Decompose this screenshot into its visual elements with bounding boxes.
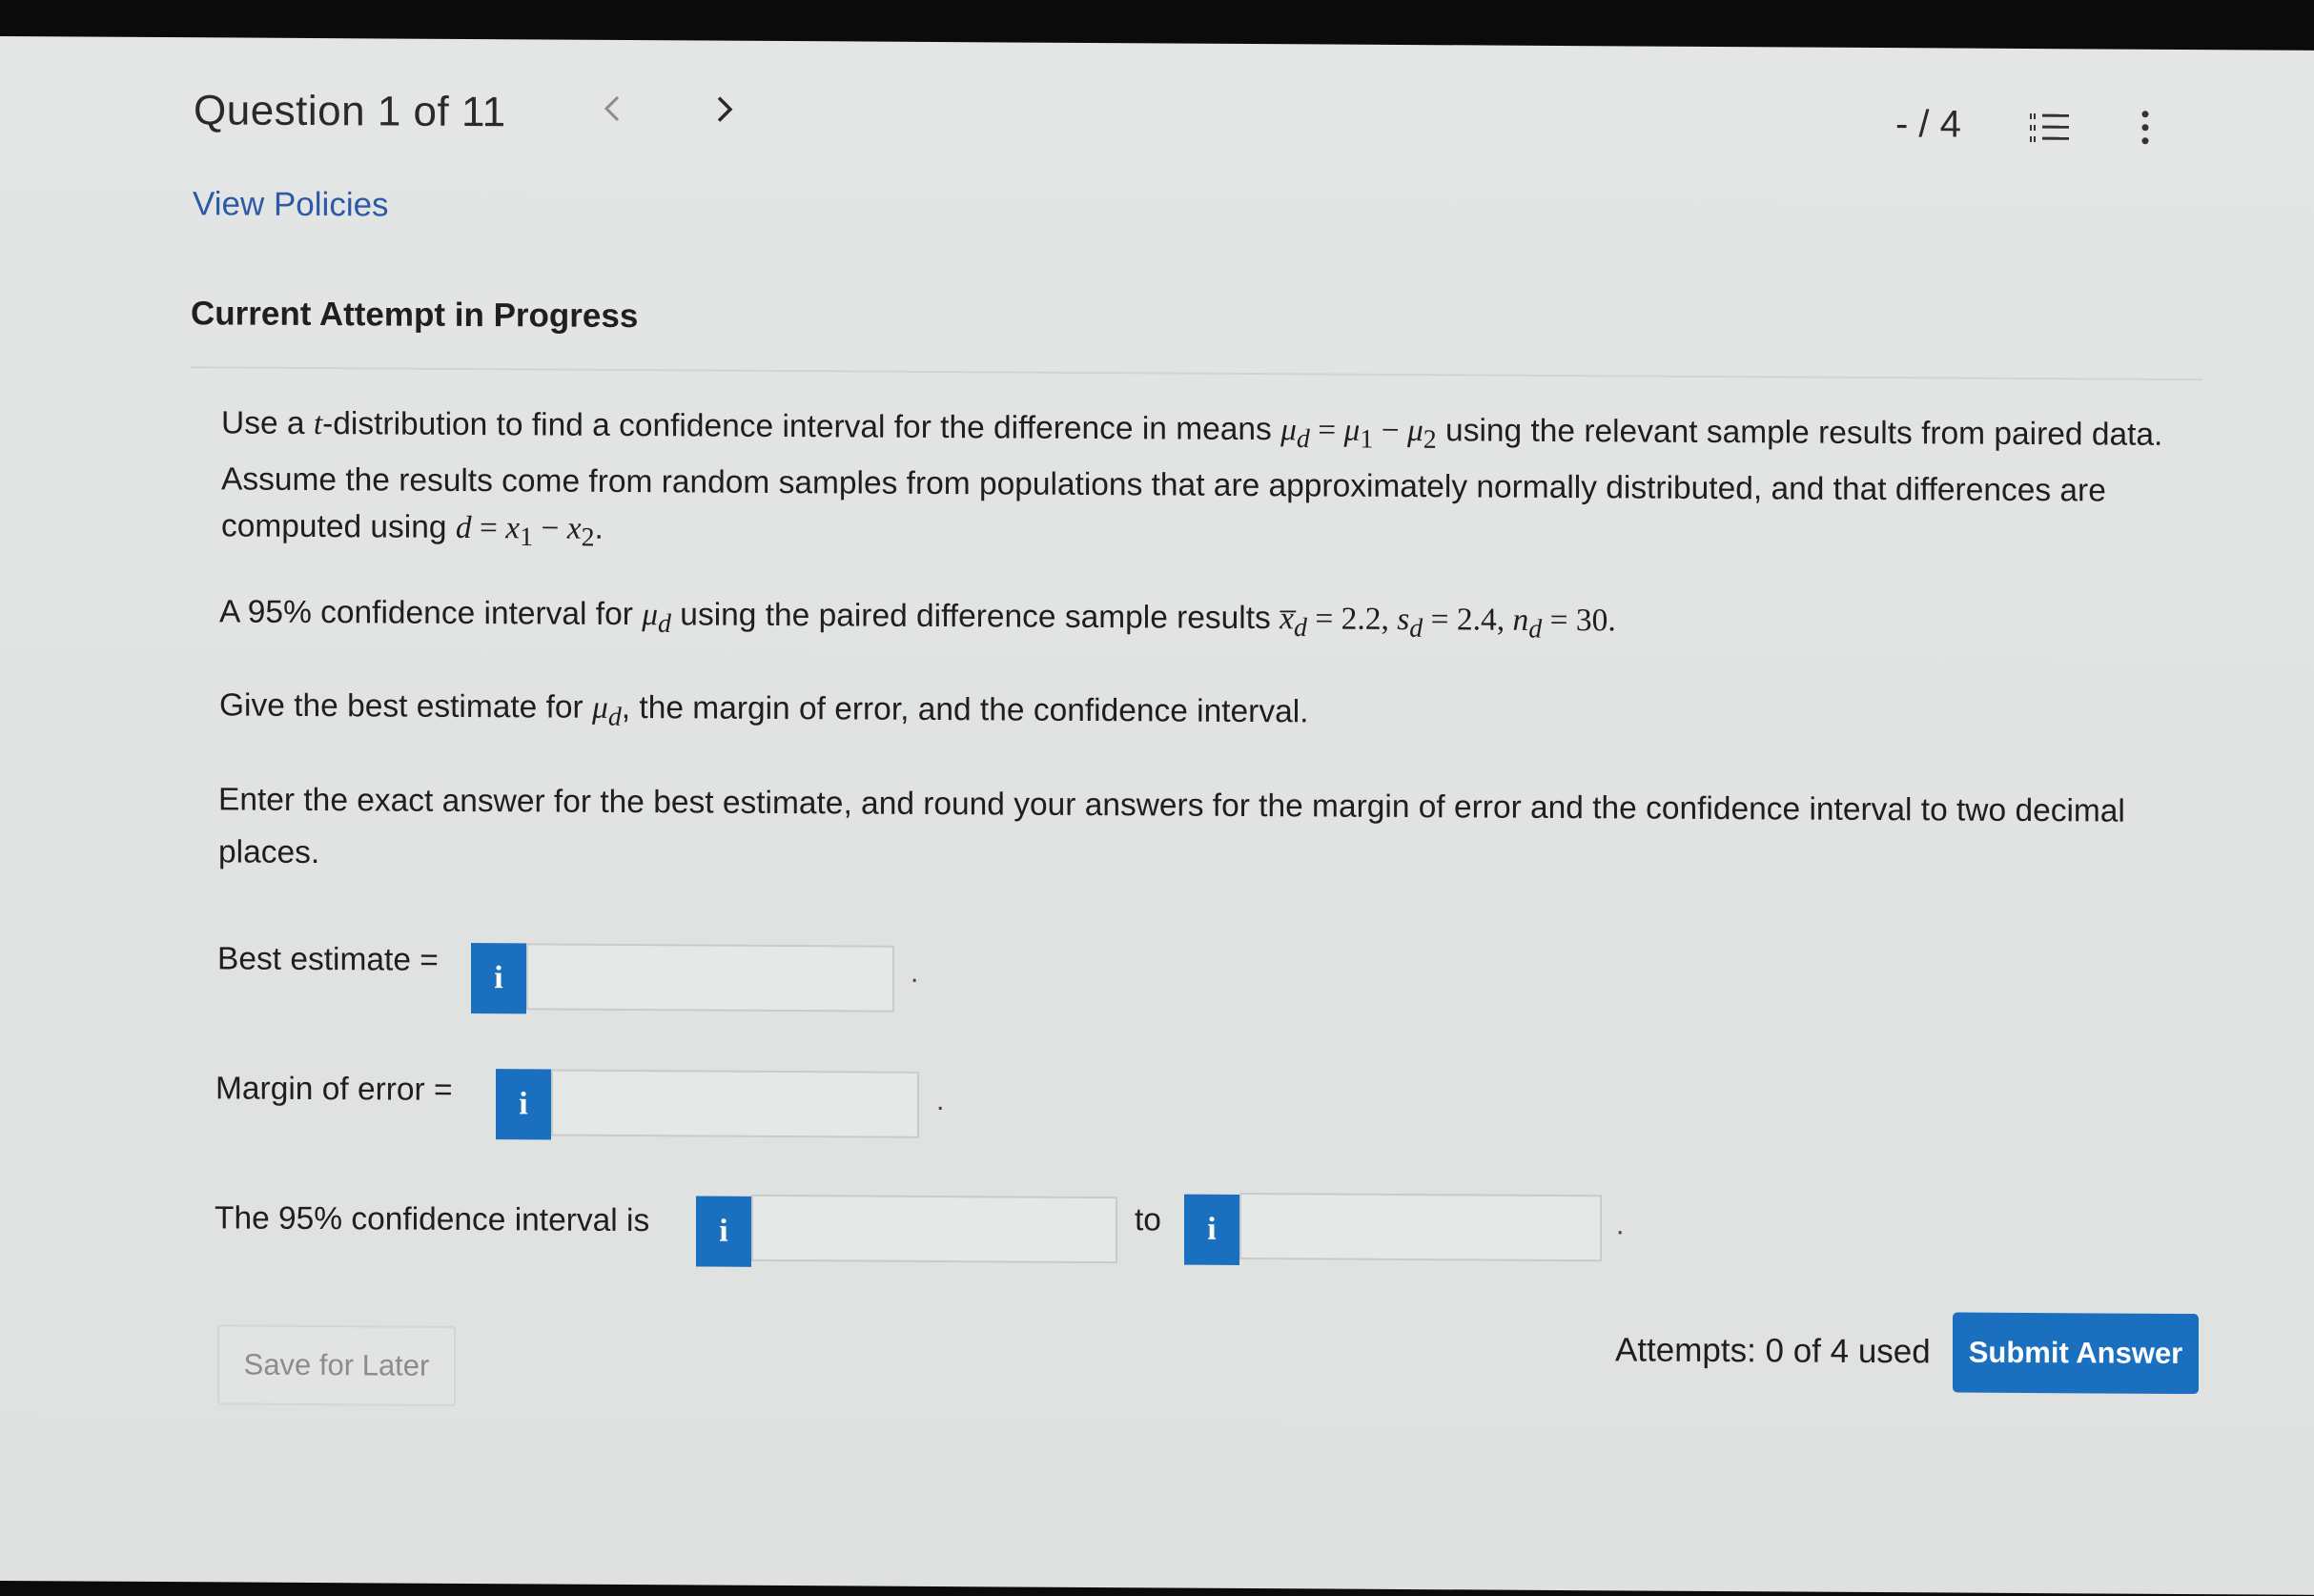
save-for-later-button[interactable]: Save for Later [217, 1324, 456, 1406]
rounding-instructions: Enter the exact answer for the best estimate, and round your answers for the margin of error and the confidence interval to two decimal places. [218, 782, 2125, 871]
ci-upper-info-button[interactable] [1184, 1195, 1239, 1265]
best-estimate-label: Best estimate = [217, 941, 439, 978]
previous-question-button[interactable] [601, 88, 624, 140]
attempt-heading: Current Attempt in Progress [191, 295, 639, 336]
sample-results-text: A 95% confidence interval for $\mu_d$ using the paired difference sample results $x̅_d = 2.2$, $s_d = 2.4$, $n_d = 30$. [219, 594, 1616, 645]
best-estimate-info-button[interactable] [471, 943, 526, 1013]
question-counter: Question 1 of 11 [194, 87, 506, 136]
attempts-counter: Attempts: 0 of 4 used [1615, 1331, 1931, 1371]
chevron-right-icon [713, 89, 736, 131]
question-instructions: Use a t-distribution to find a confidence interval for the difference in means $\mu_d = \mu_1 - \mu_2$ using the relevant sample results from paired data. Assume the results come from random samples from populations that are approximately normally distributed, and that differences are computed using $d = x_1 - x_2$. [221, 405, 2163, 553]
ci-upper-input[interactable] [1239, 1193, 1602, 1261]
submit-answer-button[interactable]: Submit Answer [1953, 1313, 2199, 1395]
vertical-ellipsis-icon [2136, 109, 2155, 147]
margin-of-error-label: Margin of error = [215, 1071, 453, 1108]
trailing-period: . [1616, 1209, 1625, 1241]
info-icon: i [494, 960, 503, 996]
trailing-period: . [911, 956, 919, 989]
numbered-list-icon [2029, 108, 2071, 146]
chevron-left-icon [601, 88, 624, 130]
section-divider [191, 366, 2202, 380]
best-estimate-input[interactable] [526, 943, 894, 1012]
more-options-button[interactable] [2136, 109, 2155, 147]
margin-of-error-info-button[interactable] [496, 1069, 551, 1139]
question-screen [0, 36, 2314, 1595]
question-list-button[interactable] [2029, 108, 2071, 146]
info-icon: i [1207, 1211, 1217, 1247]
info-icon: i [719, 1213, 728, 1249]
ci-lower-input[interactable] [751, 1195, 1117, 1263]
info-icon: i [519, 1086, 528, 1122]
question-score: - / 4 [1895, 103, 1961, 146]
ci-to-label: to [1135, 1202, 1161, 1238]
task-text: Give the best estimate for $\mu_d$, the margin of error, and the confidence interval. [219, 687, 1309, 732]
next-question-button[interactable] [713, 89, 736, 141]
trailing-period: . [936, 1084, 945, 1117]
margin-of-error-input[interactable] [551, 1070, 919, 1138]
view-policies-link[interactable]: View Policies [193, 185, 389, 224]
confidence-interval-label: The 95% confidence interval is [215, 1200, 650, 1239]
ci-lower-info-button[interactable] [696, 1196, 751, 1266]
